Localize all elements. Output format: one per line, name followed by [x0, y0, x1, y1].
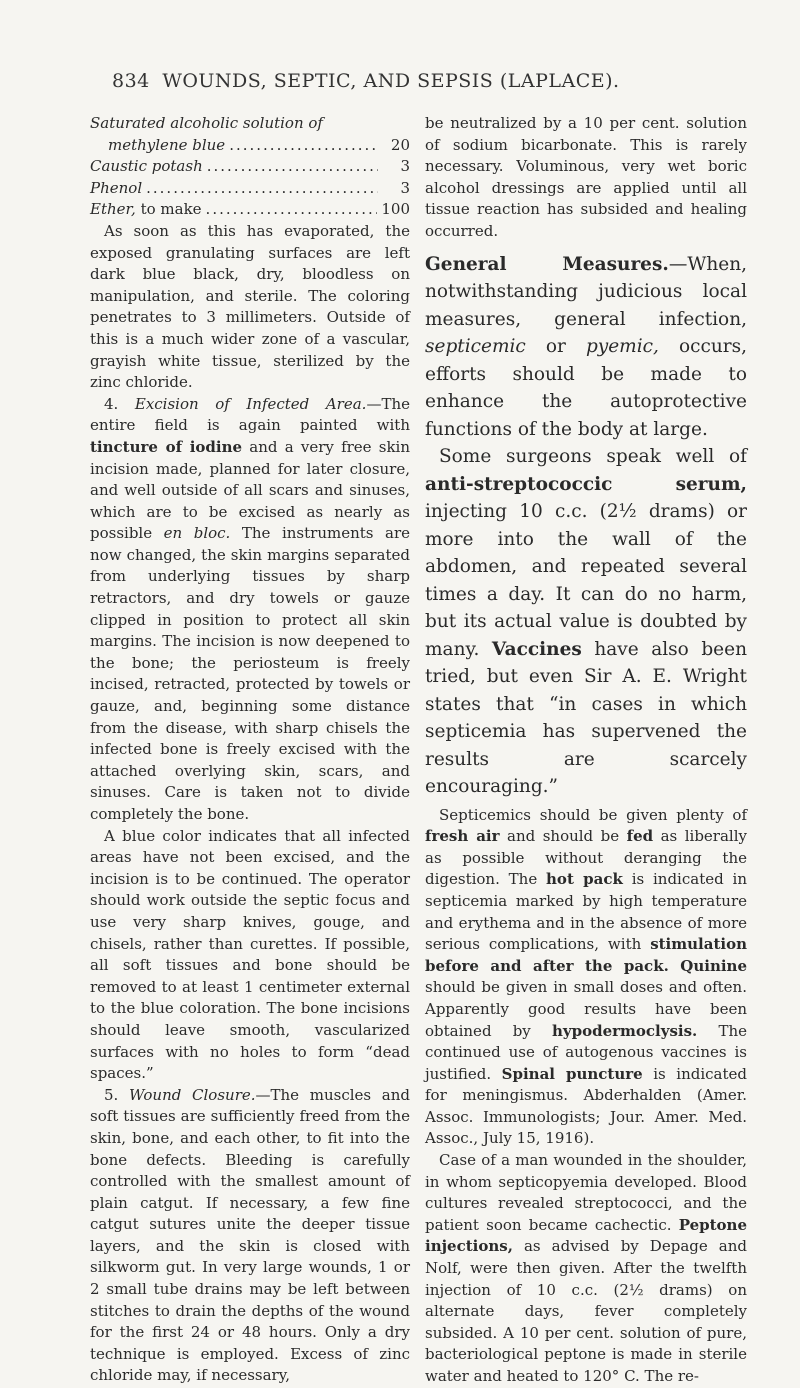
- recipe-row: Phenol ..... 3: [90, 178, 410, 200]
- paragraph-evaporated: As soon as this has evaporated, the exposed granulating surfaces are left dark blue black, dry, bloodless on manipulation, and sterile. The coloring penetrates to 3 millimeters. Outside of this is a much wider zone of a vascular, grayish white tissue, sterilized by the zinc chloride.: [90, 221, 410, 392]
- right-column: [425, 113, 747, 1388]
- septicemics-section: [425, 805, 747, 1388]
- page-number: 834: [112, 70, 150, 92]
- running-title: WOUNDS, SEPTIC, AND SEPSIS (LAPLACE).: [162, 70, 620, 92]
- paragraph-general-measures: General Measures.—When, notwithstanding judicious local measures, general infection, septicemic or pyemic, occurs, efforts should be made to enhance the autoprotective functions of the body at large.: [425, 253, 747, 440]
- paragraph-case: Case of a man wounded in the shoulder, in whom septicopyemia developed. Blood cultures revealed streptococci, and the patient soon became cachectic. Peptone injections, as advised by Depage and Nolf, were then given. After the twelfth injection of 10 c.c. (2½ drams) on alternate days, fever completely subsided. A 10 per cent. solution of pure, bacteriological peptone is made in sterile water and heated to 120° C. The re-: [425, 1151, 747, 1385]
- recipe-block: [90, 113, 410, 221]
- paragraph-septicemics: Septicemics should be given plenty of fresh air and should be fed as liberally as possible without deranging the digestion. The hot pack is indicated in septicemia marked by high temperature and erythema and in the absence of more serious complications, with stimulation before and after the pack. Quinine should be given in small doses and often. Apparently good results have been obtained by hypodermoclysis. The continued use of autogenous vaccines is justified. Spinal puncture is indicated for meningismus. Abderhalden (Amer. Assoc. Immunologists; Jour. Amer. Med. Assoc., July 15, 1916).: [425, 805, 747, 1148]
- paragraph-blue-color: A blue color indicates that all infected areas have not been excised, and the incision is to be continued. The operator should work outside the septic focus and use very sharp knives, gouge, and chisels, rather than curettes. If possible, all soft tissues and bone should be removed to at least 1 centimeter external to the blue coloration. The bone incisions should leave smooth, vascularized surfaces with no holes to form “dead spaces.”: [90, 826, 410, 1083]
- paragraph-serum: Some surgeons speak well of anti-streptococcic serum, injecting 10 c.c. (2½ drams) or more into the wall of the abdomen, and repeated several times a day. It can do no harm, but its actual value is doubted by many. Vaccines have also been tried, but even Sir A. E. Wright states that “in cases in which septicemia has supervened the results are scarcely encouraging.”: [425, 446, 747, 798]
- left-column: [90, 113, 410, 1387]
- recipe-row: Ether, to make ..... 100: [90, 199, 410, 221]
- section-heading: General Measures.: [425, 253, 669, 275]
- general-measures-section: [425, 251, 747, 801]
- running-header: [112, 70, 732, 92]
- paragraph-neutralized: be neutralized by a 10 per cent. solution of sodium bicarbonate. This is rarely necessary. Voluminous, very wet boric alcohol dressings are applied until all tissue reaction has subsided and healing occurred.: [425, 114, 747, 240]
- recipe-row: Caustic potash ..... 3: [90, 156, 410, 178]
- paragraph-excision: 4. Excision of Infected Area.—The entire field is again painted with tincture of iodine and a very free skin incision made, planned for later closure, and well outside of all scars and sinuses, which are to be excised as nearly as possible en bloc. The instruments are now changed, the skin margins separated from underlying tissues by sharp retractors, and dry towels or gauze clipped in position to protect all skin margins. The incision is now deepened to the bone; the periosteum is freely incised, retracted, protected by towels or gauze, and, beginning some distance from the disease, with sharp chisels the infected bone is freely excised with the attached overlying skin, scars, and sinuses. Care is taken not to divide completely the bone.: [90, 394, 411, 823]
- recipe-row: methylene blue ..... 20: [90, 135, 410, 157]
- recipe-title: Saturated alcoholic solution of: [90, 114, 323, 132]
- paragraph-wound-closure: 5. Wound Closure.—The muscles and soft tissues are sufficiently freed from the skin, bone, and each other, to fit into the bone defects. Bleeding is carefully controlled with the smallest amount of plain catgut. If necessary, a few fine catgut sutures unite the deeper tissue layers, and the skin is closed with silkworm gut. In very large wounds, 1 or 2 small tube drains may be left between stitches to drain the depths of the wound for the first 24 or 48 hours. Only a dry technique is employed. Excess of zinc chloride may, if necessary,: [90, 1085, 410, 1385]
